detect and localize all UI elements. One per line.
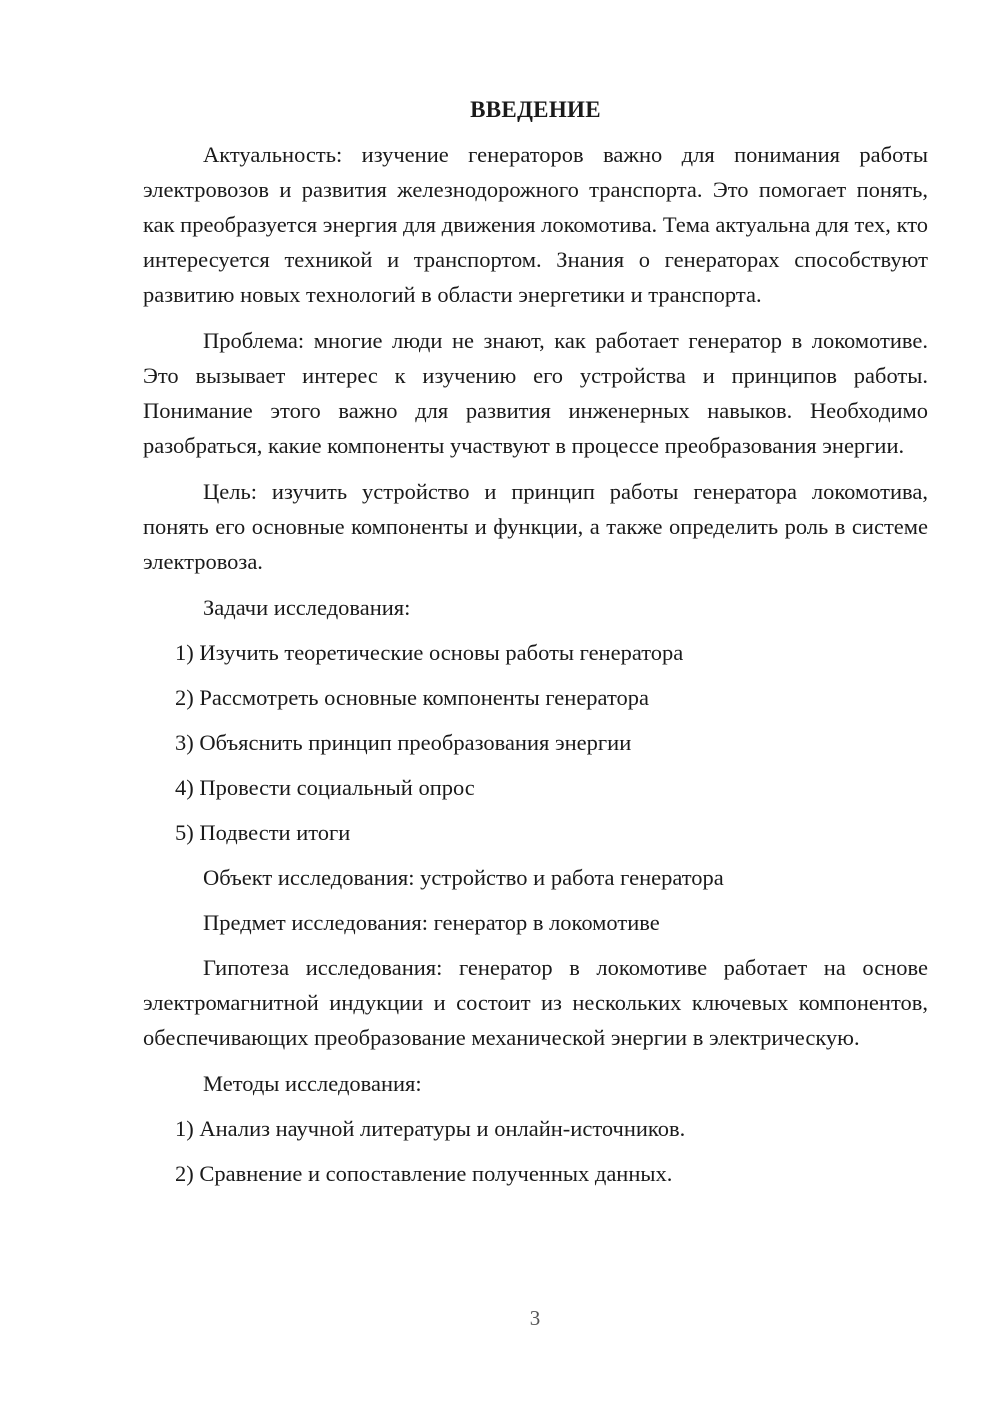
section-title: ВВЕДЕНИЕ: [470, 97, 601, 122]
task-item-5: 5) Подвести итоги: [175, 820, 351, 845]
page-number: 3: [529, 1306, 541, 1330]
research-subject: Предмет исследования: генератор в локомотиве: [203, 910, 660, 935]
method-item-2: 2) Сравнение и сопоставление полученных данных.: [175, 1161, 673, 1186]
task-item-4: 4) Провести социальный опрос: [175, 775, 475, 800]
hypothesis-paragraph: Гипотеза исследования: генератор в локомотиве работает на основе электромагнитной индукции и состоит из нескольких ключевых компонентов, обеспечивающих преобразование механической энергии в электрическую.: [143, 955, 928, 1050]
task-item-3: 3) Объяснить принцип преобразования энергии: [175, 730, 632, 755]
problem-paragraph: Проблема: многие люди не знают, как работает генератор в локомотиве. Это вызывает интерес к изучению его устройства и принципов работы. Понимание этого важно для развития инженерных навыков. Необходимо разобраться, какие компоненты участвуют в процессе преобразования энергии.: [143, 328, 928, 458]
document-page: [143, 95, 928, 1201]
goal-paragraph: Цель: изучить устройство и принцип работы генератора локомотива, понять его основные компоненты и функции, а также определить роль в системе электровоза.: [143, 479, 928, 574]
task-item-1: 1) Изучить теоретические основы работы генератора: [175, 640, 684, 665]
research-object: Объект исследования: устройство и работа генератора: [203, 865, 724, 890]
tasks-heading: Задачи исследования:: [203, 595, 411, 620]
method-item-1: 1) Анализ научной литературы и онлайн-источников.: [175, 1116, 686, 1141]
relevance-paragraph: Актуальность: изучение генераторов важно для понимания работы электровозов и развития железнодорожного транспорта. Это помогает понять, как преобразуется энергия для движения локомотива. Тема актуальна для тех, кто интересуется техникой и транспортом. Знания о генераторах способствуют развитию новых технологий в области энергетики и транспорта.: [143, 142, 928, 307]
task-item-2: 2) Рассмотреть основные компоненты генератора: [175, 685, 649, 710]
methods-heading: Методы исследования:: [203, 1071, 422, 1096]
